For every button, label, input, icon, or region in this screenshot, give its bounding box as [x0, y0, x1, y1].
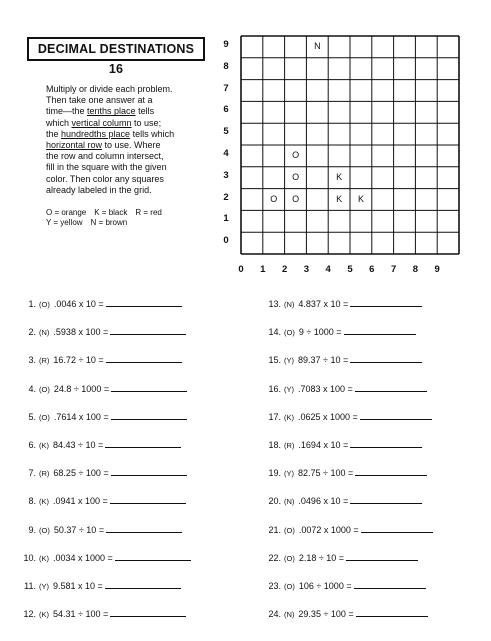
problem-row: [261, 353, 422, 365]
problem-expression: .7083 x 100 =: [298, 383, 353, 394]
problem-number: 15.: [268, 355, 281, 366]
grid-column-label: 1: [260, 264, 266, 275]
grid-cell-mark: O: [270, 193, 278, 204]
problem-number: 13.: [268, 299, 281, 309]
grid-row-label: 7: [223, 82, 229, 94]
answer-blank[interactable]: [110, 325, 186, 335]
problem-row: [261, 551, 418, 563]
grid-cell-mark: O: [292, 171, 300, 182]
problem-number: 24.: [268, 609, 281, 620]
legend-black: K = black: [94, 208, 128, 217]
problem-expression: .0496 x 10 =: [298, 496, 349, 507]
grid-row-label: 4: [223, 148, 229, 159]
answer-blank[interactable]: [356, 607, 428, 617]
problem-number: 8.: [28, 496, 36, 507]
grid-column-label: 5: [347, 264, 353, 275]
problem-expression: 2.18 ÷ 10 =: [298, 552, 345, 563]
problem-row: [261, 607, 428, 619]
problem-expression: 54.31 ÷ 100 =: [53, 609, 109, 620]
answer-blank[interactable]: [361, 523, 433, 533]
grid-column-label: 8: [412, 264, 419, 275]
problem-expression: 9 ÷ 1000 =: [298, 327, 342, 338]
grid-row-label: 3: [223, 169, 229, 181]
problem-number: 11.: [24, 581, 36, 591]
problem-number: 16.: [268, 383, 281, 394]
problem-color-code: (K): [39, 553, 49, 563]
problem-row: [16, 325, 186, 337]
grid-cell-mark: K: [357, 193, 364, 204]
problem-row: [261, 410, 432, 422]
grid-cell-mark: N: [314, 41, 321, 51]
answer-blank[interactable]: [110, 607, 186, 617]
problem-row: [16, 466, 187, 478]
problem-expression: .5938 x 100 =: [53, 327, 109, 338]
problem-row: [261, 438, 422, 450]
grid-cell-mark: O: [292, 193, 300, 204]
grid-row-label: 8: [223, 60, 229, 72]
problem-number: 19.: [268, 468, 281, 479]
answer-blank[interactable]: [110, 494, 186, 504]
problem-color-code: (Y): [39, 582, 49, 591]
problem-row: [16, 353, 182, 365]
problem-expression: 82.75 ÷ 100 =: [298, 468, 354, 479]
problem-expression: 89.37 ÷ 10 =: [298, 355, 349, 366]
problem-color-code: (N): [284, 497, 295, 507]
legend-brown: N = brown: [90, 218, 128, 227]
problem-color-code: (O): [39, 412, 50, 422]
problem-row: [16, 494, 186, 506]
problem-expression: 84.43 ÷ 10 =: [53, 440, 104, 450]
grid-row-label: 0: [223, 235, 229, 247]
problem-color-code: (O): [39, 384, 50, 394]
answer-blank[interactable]: [354, 579, 426, 589]
worksheet-title: DECIMAL DESTINATIONS 16: [27, 37, 205, 61]
problem-number: 7.: [28, 468, 36, 479]
problem-row: [261, 523, 433, 535]
answer-blank[interactable]: [360, 410, 432, 420]
problem-color-code: (Y): [284, 469, 294, 479]
problem-color-code: (K): [284, 412, 294, 422]
answer-blank[interactable]: [105, 438, 181, 448]
instructions-line: horizontal row to use. Where: [46, 140, 161, 151]
problem-number: 21.: [268, 524, 281, 535]
problem-color-code: (R): [39, 469, 50, 479]
problem-number: 4.: [28, 383, 36, 394]
problem-expression: .0072 x 1000 =: [298, 524, 359, 535]
instructions-line: Multiply or divide each problem.: [46, 84, 173, 94]
problem-expression: .1694 x 10 =: [298, 440, 349, 450]
grid-column-label: 0: [238, 264, 244, 275]
problem-number: 22.: [268, 552, 281, 563]
grid-cell-mark: K: [336, 171, 343, 182]
problem-row: [16, 551, 191, 563]
problem-number: 20.: [268, 496, 281, 507]
grid-column-label: 7: [390, 264, 397, 275]
problem-number: 1.: [28, 299, 36, 309]
problem-number: 14.: [268, 327, 281, 338]
answer-blank[interactable]: [111, 466, 187, 476]
problem-expression: .0941 x 100 =: [53, 496, 108, 507]
problem-number: 9.: [28, 524, 36, 535]
problem-color-code: (O): [284, 525, 295, 535]
problem-expression: 29.35 ÷ 100 =: [298, 609, 354, 620]
answer-blank[interactable]: [355, 382, 427, 392]
problem-number: 2.: [28, 327, 36, 338]
grid-cell-mark: K: [336, 193, 343, 204]
grid-column-label: 9: [434, 264, 440, 275]
grid-row-label: 9: [223, 39, 229, 50]
problem-color-code: (O): [39, 300, 50, 309]
legend-yellow: Y = yellow: [46, 218, 83, 227]
problem-row: [16, 523, 182, 535]
grid-column-label: 6: [369, 264, 375, 275]
answer-blank[interactable]: [106, 353, 182, 363]
problem-expression: 4.837 x 10 =: [298, 299, 349, 309]
problem-color-code: (O): [284, 553, 295, 563]
problem-expression: 68.25 ÷ 100 =: [53, 468, 109, 479]
problem-expression: 16.72 ÷ 10 =: [53, 355, 104, 366]
answer-blank[interactable]: [350, 438, 422, 448]
answer-blank[interactable]: [350, 297, 422, 307]
answer-blank[interactable]: [111, 410, 187, 420]
problem-expression: .0034 x 1000 =: [53, 552, 113, 563]
problem-row: [16, 438, 181, 450]
answer-blank[interactable]: [115, 551, 191, 561]
problem-row: [16, 607, 186, 619]
problem-color-code: (O): [39, 525, 50, 535]
answer-blank[interactable]: [344, 325, 416, 335]
problem-number: 18.: [268, 440, 281, 450]
grid-column-label: 4: [325, 264, 331, 275]
problem-row: [261, 382, 427, 394]
grid-column-label: 3: [303, 264, 310, 275]
answer-blank[interactable]: [350, 353, 422, 363]
problem-number: 17.: [268, 411, 281, 422]
problem-color-code: (Y): [284, 356, 294, 366]
problem-row: [16, 382, 187, 394]
grid-lines: [0, 0, 491, 300]
problem-number: 10.: [23, 552, 36, 563]
problem-row: [261, 494, 422, 506]
problem-expression: 9.581 x 10 =: [53, 581, 103, 591]
problem-color-code: (K): [39, 610, 49, 620]
instructions-line: the hundredths place tells which: [46, 128, 175, 139]
grid-column-label: 2: [281, 264, 288, 275]
problem-row: [16, 579, 181, 591]
answer-blank[interactable]: [105, 579, 181, 589]
problem-row: [261, 579, 426, 591]
answer-blank[interactable]: [346, 551, 418, 561]
instructions-line: time—the tenths place tells: [46, 106, 155, 117]
vertical-column-term: vertical column: [71, 117, 132, 128]
hundredths-place-term: hundredths place: [61, 128, 131, 139]
answer-blank[interactable]: [106, 297, 182, 307]
problem-expression: .7614 x 100 =: [53, 411, 109, 422]
instructions-line: color. Then color any squares: [46, 173, 164, 184]
tenths-place-term: tenths place: [87, 106, 136, 117]
problem-row: [261, 297, 422, 309]
problem-color-code: (O): [284, 582, 295, 591]
answer-blank[interactable]: [350, 494, 422, 504]
grid-row-label: 2: [223, 191, 229, 203]
problem-expression: 24.8 ÷ 1000 =: [53, 383, 110, 394]
problem-expression: 106 ÷ 1000 =: [298, 581, 352, 591]
problem-expression: 50.37 ÷ 10 =: [53, 524, 105, 535]
problem-row: [16, 410, 187, 422]
instructions-line: which vertical column to use;: [46, 117, 162, 128]
instructions-line: the row and column intersect,: [46, 151, 164, 162]
problem-row: [16, 297, 182, 309]
grid-row-label: 5: [223, 126, 229, 138]
problem-color-code: (Y): [284, 384, 294, 394]
grid-row-label: 1: [223, 213, 229, 225]
answer-blank[interactable]: [106, 523, 182, 533]
problem-color-code: (R): [284, 441, 295, 450]
problem-expression: .0046 x 10 =: [53, 299, 104, 309]
problem-number: 23.: [268, 581, 281, 591]
grid-cell-mark: O: [292, 150, 300, 160]
problem-expression: .0625 x 1000 =: [298, 411, 358, 422]
answer-blank[interactable]: [111, 382, 187, 392]
problem-number: 12.: [23, 609, 36, 620]
problem-number: 3.: [28, 355, 36, 366]
legend-orange: O = orange: [46, 208, 87, 217]
coordinate-grid: [0, 0, 491, 300]
answer-blank[interactable]: [355, 466, 427, 476]
instructions-line: fill in the square with the given: [46, 162, 167, 173]
problem-number: 5.: [28, 411, 36, 422]
problem-color-code: (R): [39, 356, 50, 366]
problem-color-code: (O): [284, 328, 295, 338]
problem-row: [261, 325, 416, 337]
problem-row: [261, 466, 427, 478]
grid-row-label: 6: [223, 104, 229, 116]
horizontal-row-term: horizontal row: [46, 140, 103, 151]
problem-color-code: (N): [284, 610, 295, 620]
legend-red: R = red: [135, 208, 162, 217]
problem-number: 6.: [28, 440, 36, 450]
problem-color-code: (N): [39, 328, 50, 338]
problem-color-code: (K): [39, 441, 49, 450]
problem-color-code: (K): [39, 497, 49, 507]
instructions-line: Then take one answer at a: [46, 95, 153, 106]
problem-color-code: (N): [284, 300, 295, 309]
instructions-line: already labeled in the grid.: [46, 184, 152, 195]
